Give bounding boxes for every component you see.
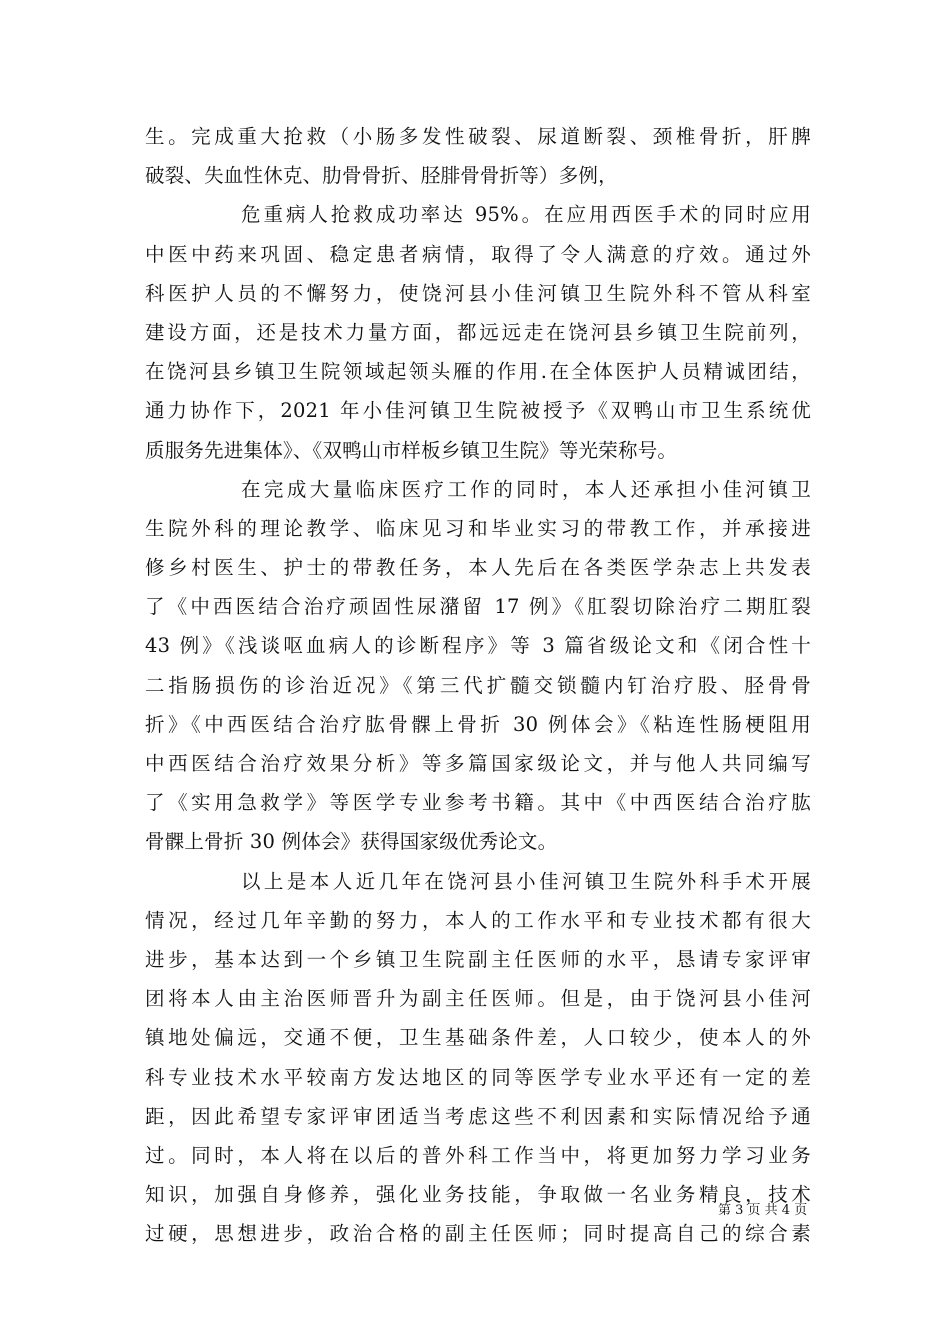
text-line: 情况，经过几年辛勤的努力，本人的工作水平和专业技术都有很大 xyxy=(145,908,811,932)
text-line: 建设方面，还是技术力量方面，都远远走在饶河县乡镇卫生院前列， xyxy=(145,320,811,344)
text-line: 了《实用急救学》等医学专业参考书籍。其中《中西医结合治疗肱 xyxy=(145,791,811,815)
text-line: 镇地处偏远，交通不便，卫生基础条件差，人口较少，使本人的外 xyxy=(145,1026,811,1050)
text-line: 通力协作下，2021 年小佳河镇卫生院被授予《双鸭山市卫生系统优 xyxy=(145,399,811,423)
text-line: 生。完成重大抢救（小肠多发性破裂、尿道断裂、颈椎骨折，肝脾 xyxy=(145,125,811,148)
text-line: 生院外科的理论教学、临床见习和毕业实习的带教工作，并承接进 xyxy=(145,516,811,540)
text-line: 中西医结合治疗效果分析》等多篇国家级论文，并与他人共同编写 xyxy=(145,752,811,775)
text-line: 过硬，思想进步，政治合格的副主任医师；同时提高自己的综合素 xyxy=(145,1222,811,1246)
body-text xyxy=(145,117,811,1253)
text-line: 团将本人由主治医师晋升为副主任医师。但是，由于饶河县小佳河 xyxy=(145,987,811,1011)
text-line: 距，因此希望专家评审团适当考虑这些不利因素和实际情况给予通 xyxy=(145,1104,811,1128)
text-line: 在完成大量临床医疗工作的同时，本人还承担小佳河镇卫 xyxy=(241,477,811,501)
text-line: 科专业技术水平较南方发达地区的同等医学专业水平还有一定的差 xyxy=(145,1065,811,1089)
text-line: 以上是本人近几年在饶河县小佳河镇卫生院外科手术开展 xyxy=(241,869,811,893)
text-line: 折》《中西医结合治疗肱骨髁上骨折 30 例体会》《粘连性肠梗阻用 xyxy=(145,712,811,736)
text-line: 了《中西医结合治疗顽固性尿潴留 17 例》《肛裂切除治疗二期肛裂 xyxy=(145,595,811,619)
text-line: 进步，基本达到一个乡镇卫生院副主任医师的水平，恳请专家评审 xyxy=(145,947,811,971)
text-line: 破裂、失血性休克、肋骨骨折、胫腓骨骨折等）多例， xyxy=(145,164,618,188)
page-number: 第 3 页 共 4 页 xyxy=(718,1203,808,1218)
text-line: 骨髁上骨折 30 例体会》获得国家级优秀论文。 xyxy=(145,830,558,854)
text-line: 修乡村医生、护士的带教任务，本人先后在各类医学杂志上共发表 xyxy=(145,556,811,580)
text-line: 在饶河县乡镇卫生院领域起领头雁的作用.在全体医护人员精诚团结， xyxy=(145,360,811,384)
text-line: 43 例》《浅谈呕血病人的诊断程序》等 3 篇省级论文和《闭合性十 xyxy=(145,634,811,658)
text-line: 危重病人抢救成功率达 95%。在应用西医手术的同时应用 xyxy=(241,203,811,227)
text-line: 中医中药来巩固、稳定患者病情，取得了令人满意的疗效。通过外 xyxy=(145,242,811,266)
text-line: 知识，加强自身修养，强化业务技能，争取做一名业务精良，技术 xyxy=(145,1183,811,1207)
text-line: 过。同时，本人将在以后的普外科工作当中，将更加努力学习业务 xyxy=(145,1143,811,1167)
text-line: 质服务先进集体》、《双鸭山市样板乡镇卫生院》等光荣称号。 xyxy=(145,438,678,462)
text-line: 科医护人员的不懈努力，使饶河县小佳河镇卫生院外科不管从科室 xyxy=(145,281,811,305)
text-line: 二指肠损伤的诊治近况》《第三代扩髓交锁髓内钉治疗股、胫骨骨 xyxy=(145,673,811,697)
